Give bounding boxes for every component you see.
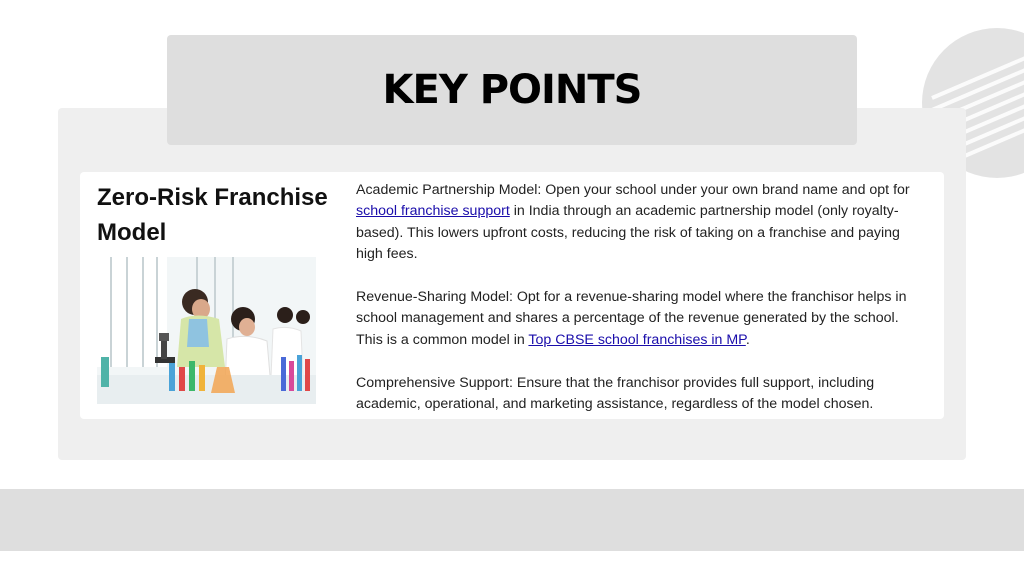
paragraph-text: Revenue-Sharing Model: Opt for a revenue-sharing model where the franchisor helps in school management and shares a percentage of the revenue generated by the school. This is a common model in <box>356 289 907 348</box>
paragraph-text: . <box>745 331 750 348</box>
paragraph-text: Academic Partnership Model: Open your school under your own brand name and opt for <box>356 182 910 198</box>
footer-band <box>0 489 1024 551</box>
school-franchise-support-link[interactable]: school franchise support <box>356 203 510 220</box>
students-lab-photo <box>97 257 316 404</box>
top-cbse-franchises-mp-link[interactable]: Top CBSE school franchises in MP <box>528 331 746 348</box>
card-body <box>356 180 926 437</box>
paragraph-text: in India through an academic partnership model (only royalty-based). This lowers upfront costs, reducing the risk of taking on a franchise and paying high fees. <box>356 203 900 263</box>
paragraph-revenue-sharing <box>356 287 926 351</box>
page-title: KEY POINTS <box>382 67 642 113</box>
card-title: Zero-Risk Franchise Model <box>97 184 328 246</box>
paragraph-comprehensive-support: Comprehensive Support: Ensure that the franchisor provides full support, including academic, operational, and marketing assistance, regardless of the model chosen. <box>356 374 875 413</box>
key-point-card <box>80 172 944 419</box>
header-banner <box>167 35 857 145</box>
paragraph-academic-partnership <box>356 180 926 266</box>
lab-illustration <box>97 257 316 404</box>
